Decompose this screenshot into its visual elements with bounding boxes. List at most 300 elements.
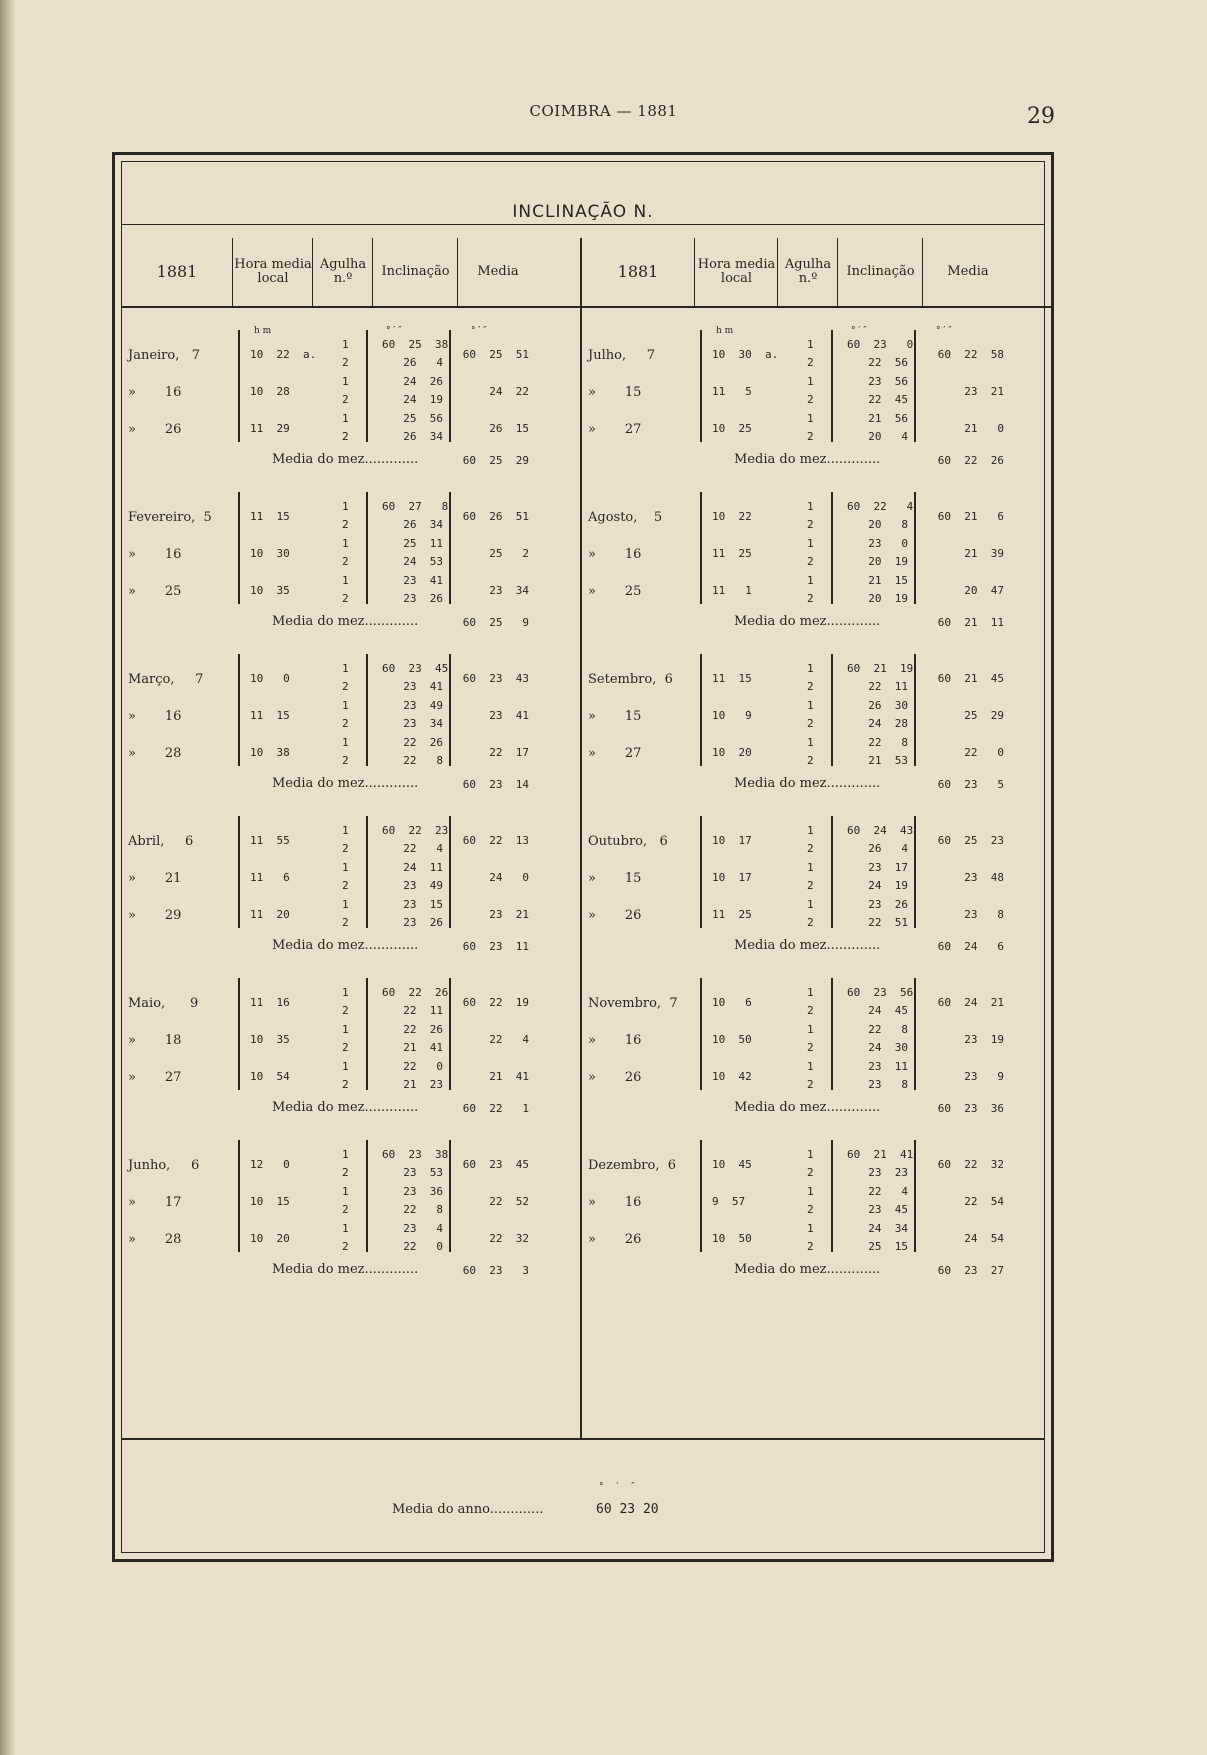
observation-mean: 60 22 58 [937, 348, 1004, 361]
column-header-mean: Media [457, 238, 538, 306]
observation-date: » 29 [128, 908, 182, 923]
rule-bar [366, 1140, 368, 1252]
inclination-needle-1: 24 11 [403, 861, 443, 874]
needle-number: 1 [342, 736, 349, 749]
rule-bar [831, 654, 833, 766]
inclination-needle-1: 60 23 56 [847, 986, 914, 999]
monthly-mean-label: Media do mez............. [272, 776, 419, 791]
needle-number: 2 [807, 555, 814, 568]
table-inner-border [121, 161, 1045, 1553]
needle-number: 2 [342, 680, 349, 693]
column-header-hour: Hora media local [232, 238, 313, 306]
needle-number: 1 [807, 574, 814, 587]
inclination-needle-1: 60 24 43 [847, 824, 914, 837]
monthly-mean-label: Media do mez............. [272, 1100, 419, 1115]
local-hour: 11 6 [250, 871, 290, 884]
observation-mean: 22 32 [489, 1232, 529, 1245]
monthly-mean-value: 60 22 26 [937, 454, 1004, 467]
running-head: COIMBRA — 1881 [529, 102, 678, 120]
inclination-needle-2: 22 11 [868, 680, 908, 693]
local-hour: 11 55 [250, 834, 290, 847]
observation-mean: 23 8 [964, 908, 1004, 921]
inclination-needle-1: 23 41 [403, 574, 443, 587]
local-hour: 10 30 a. [712, 348, 779, 361]
rule-bar [449, 816, 451, 928]
inclination-needle-2: 22 4 [403, 842, 443, 855]
column-header-inclination: Inclinação [837, 238, 923, 306]
monthly-mean-label: Media do mez............. [734, 1100, 881, 1115]
needle-number: 2 [807, 518, 814, 531]
needle-number: 2 [342, 1078, 349, 1091]
inclination-needle-1: 60 21 19 [847, 662, 914, 675]
inclination-needle-2: 23 49 [403, 879, 443, 892]
needle-number: 2 [342, 754, 349, 767]
observation-mean: 60 23 43 [462, 672, 529, 685]
needle-number: 1 [807, 986, 814, 999]
needle-number: 1 [342, 1222, 349, 1235]
rule-bar [700, 978, 702, 1090]
needle-number: 2 [342, 1041, 349, 1054]
inclination-needle-2: 26 34 [403, 518, 443, 531]
monthly-mean-label: Media do mez............. [272, 614, 419, 629]
needle-number: 1 [342, 699, 349, 712]
inclination-needle-1: 24 26 [403, 375, 443, 388]
needle-number: 2 [807, 1166, 814, 1179]
monthly-mean-value: 60 25 29 [462, 454, 529, 467]
monthly-mean-label: Media do mez............. [734, 452, 881, 467]
rule-bar [238, 492, 240, 604]
observation-mean: 21 39 [964, 547, 1004, 560]
observation-date: » 27 [128, 1070, 182, 1085]
needle-number: 2 [807, 1078, 814, 1091]
observation-mean: 24 0 [489, 871, 529, 884]
needle-number: 1 [342, 1148, 349, 1161]
observation-date: Março, 7 [128, 672, 204, 687]
needle-number: 1 [807, 338, 814, 351]
local-hour: 10 35 [250, 584, 290, 597]
rule-bar [914, 978, 916, 1090]
month-block [122, 978, 537, 1148]
rule-bar [914, 492, 916, 604]
needle-number: 2 [342, 1203, 349, 1216]
inclination-needle-2: 24 19 [403, 393, 443, 406]
inclination-needle-2: 24 45 [868, 1004, 908, 1017]
month-block [122, 492, 537, 662]
column-header-inclination: Inclinação [372, 238, 458, 306]
needle-number: 1 [342, 537, 349, 550]
monthly-mean-value: 60 23 11 [462, 940, 529, 953]
rule-bar [831, 816, 833, 928]
observation-date: Outubro, 6 [588, 834, 668, 849]
observation-date: Fevereiro, 5 [128, 510, 212, 525]
rule-bar [700, 492, 702, 604]
observation-mean: 22 17 [489, 746, 529, 759]
annual-mean-value: 60 23 20 [596, 1502, 659, 1517]
rule-bar [366, 330, 368, 442]
needle-number: 2 [807, 430, 814, 443]
needle-number: 1 [342, 662, 349, 675]
needle-number: 1 [807, 1023, 814, 1036]
local-hour: 11 1 [712, 584, 752, 597]
rule-bar [700, 816, 702, 928]
monthly-mean-value: 60 23 36 [937, 1102, 1004, 1115]
needle-number: 2 [342, 842, 349, 855]
observation-date: » 25 [588, 584, 642, 599]
needle-number: 1 [342, 1023, 349, 1036]
inclination-needle-2: 22 51 [868, 916, 908, 929]
local-hour: 10 25 [712, 422, 752, 435]
needle-number: 2 [807, 842, 814, 855]
observation-mean: 60 24 21 [937, 996, 1004, 1009]
observation-date: » 17 [128, 1195, 182, 1210]
rule-bar [238, 1140, 240, 1252]
monthly-mean-label: Media do mez............. [734, 938, 881, 953]
inclination-needle-1: 21 56 [868, 412, 908, 425]
inclination-needle-2: 20 19 [868, 555, 908, 568]
local-hour: 10 6 [712, 996, 752, 1009]
monthly-mean-label: Media do mez............. [272, 452, 419, 467]
rule-bar [366, 492, 368, 604]
inclination-needle-1: 23 0 [868, 537, 908, 550]
inclination-needle-2: 21 53 [868, 754, 908, 767]
rule-bar [449, 330, 451, 442]
header-rule [582, 306, 1054, 308]
rule-bar [914, 330, 916, 442]
column-header-needle: Agulha n.º [312, 238, 373, 306]
needle-number: 1 [807, 500, 814, 513]
local-hour: 10 0 [250, 672, 290, 685]
inclination-needle-2: 26 4 [868, 842, 908, 855]
inclination-needle-1: 60 23 45 [382, 662, 449, 675]
month-block [122, 654, 537, 824]
inclination-needle-1: 25 11 [403, 537, 443, 550]
inclination-needle-2: 23 53 [403, 1166, 443, 1179]
inclination-needle-1: 60 22 26 [382, 986, 449, 999]
rule-bar [238, 816, 240, 928]
observation-mean: 25 29 [964, 709, 1004, 722]
needle-number: 2 [342, 916, 349, 929]
local-hour: 10 50 [712, 1033, 752, 1046]
month-block [582, 330, 1012, 500]
inclination-needle-2: 22 8 [403, 1203, 443, 1216]
observation-date: » 27 [588, 422, 642, 437]
observation-mean: 22 0 [964, 746, 1004, 759]
inclination-needle-2: 26 4 [403, 356, 443, 369]
monthly-mean-label: Media do mez............. [272, 938, 419, 953]
monthly-mean-value: 60 25 9 [462, 616, 529, 629]
observation-date: » 28 [128, 746, 182, 761]
observation-date: » 21 [128, 871, 182, 886]
rule-bar [366, 978, 368, 1090]
local-hour: 11 20 [250, 908, 290, 921]
month-block [582, 1140, 1012, 1310]
inclination-needle-2: 20 4 [868, 430, 908, 443]
rule-bar [449, 978, 451, 1090]
units-inclination: ° ′ ″ [386, 326, 402, 336]
rule-bar [449, 1140, 451, 1252]
observation-date: » 15 [588, 871, 642, 886]
local-hour: 10 50 [712, 1232, 752, 1245]
column-header-year: 1881 [156, 262, 198, 281]
inclination-needle-1: 21 15 [868, 574, 908, 587]
observation-date: » 27 [588, 746, 642, 761]
monthly-mean-value: 60 23 3 [462, 1264, 529, 1277]
observation-mean: 22 4 [489, 1033, 529, 1046]
units-mean: ° ′ ″ [936, 326, 952, 336]
needle-number: 1 [807, 1222, 814, 1235]
inclination-needle-2: 23 26 [403, 916, 443, 929]
needle-number: 2 [342, 1240, 349, 1253]
needle-number: 2 [807, 916, 814, 929]
inclination-needle-2: 23 26 [403, 592, 443, 605]
needle-number: 2 [807, 879, 814, 892]
needle-number: 2 [807, 1004, 814, 1017]
inclination-needle-1: 22 0 [403, 1060, 443, 1073]
inclination-table [112, 152, 1054, 1562]
needle-number: 2 [807, 1240, 814, 1253]
column-header-needle: Agulha n.º [777, 238, 838, 306]
needle-number: 2 [807, 754, 814, 767]
inclination-needle-2: 24 28 [868, 717, 908, 730]
observation-mean: 24 54 [964, 1232, 1004, 1245]
inclination-needle-1: 60 21 41 [847, 1148, 914, 1161]
needle-number: 1 [342, 986, 349, 999]
monthly-mean-label: Media do mez............. [734, 776, 881, 791]
rule-bar [914, 816, 916, 928]
local-hour: 10 42 [712, 1070, 752, 1083]
observation-mean: 23 19 [964, 1033, 1004, 1046]
observation-date: Dezembro, 6 [588, 1158, 677, 1173]
observation-date: » 16 [128, 385, 182, 400]
rule-bar [700, 654, 702, 766]
inclination-needle-2: 20 8 [868, 518, 908, 531]
inclination-needle-1: 60 27 8 [382, 500, 449, 513]
inclination-needle-2: 23 45 [868, 1203, 908, 1216]
inclination-needle-2: 21 23 [403, 1078, 443, 1091]
observation-mean: 60 21 6 [937, 510, 1004, 523]
rule-bar [914, 654, 916, 766]
observation-date: » 16 [128, 709, 182, 724]
inclination-needle-1: 23 26 [868, 898, 908, 911]
units-hour: h m [716, 326, 734, 336]
inclination-needle-1: 23 49 [403, 699, 443, 712]
local-hour: 10 35 [250, 1033, 290, 1046]
observation-mean: 60 25 51 [462, 348, 529, 361]
rule-bar [449, 492, 451, 604]
local-hour: 10 17 [712, 871, 752, 884]
rule-bar [831, 1140, 833, 1252]
monthly-mean-label: Media do mez............. [734, 614, 881, 629]
observation-date: » 28 [128, 1232, 182, 1247]
needle-number: 2 [342, 717, 349, 730]
local-hour: 11 16 [250, 996, 290, 1009]
needle-number: 2 [342, 1166, 349, 1179]
inclination-needle-2: 24 30 [868, 1041, 908, 1054]
needle-number: 2 [807, 356, 814, 369]
inclination-needle-2: 22 56 [868, 356, 908, 369]
inclination-needle-2: 22 45 [868, 393, 908, 406]
observation-date: » 16 [588, 1195, 642, 1210]
inclination-needle-1: 22 26 [403, 1023, 443, 1036]
inclination-needle-2: 24 19 [868, 879, 908, 892]
needle-number: 1 [342, 500, 349, 513]
needle-number: 1 [342, 412, 349, 425]
needle-number: 2 [342, 555, 349, 568]
inclination-needle-1: 22 8 [868, 736, 908, 749]
observation-date: » 15 [588, 385, 642, 400]
month-block [582, 978, 1012, 1148]
inclination-needle-1: 23 4 [403, 1222, 443, 1235]
local-hour: 10 9 [712, 709, 752, 722]
inclination-needle-2: 25 15 [868, 1240, 908, 1253]
monthly-mean-label: Media do mez............. [734, 1262, 881, 1277]
monthly-mean-value: 60 23 5 [937, 778, 1004, 791]
inclination-needle-2: 22 11 [403, 1004, 443, 1017]
observation-date: » 26 [588, 908, 642, 923]
observation-mean: 60 26 51 [462, 510, 529, 523]
inclination-needle-2: 23 23 [868, 1166, 908, 1179]
column-header-mean: Media [922, 238, 1013, 306]
inclination-needle-2: 22 8 [403, 754, 443, 767]
observation-mean: 23 21 [964, 385, 1004, 398]
annual-units: ° ′ ″ [599, 1482, 635, 1492]
needle-number: 1 [807, 824, 814, 837]
needle-number: 2 [807, 717, 814, 730]
rule-bar [238, 978, 240, 1090]
inclination-needle-2: 26 34 [403, 430, 443, 443]
units-hour: h m [254, 326, 272, 336]
needle-number: 2 [807, 592, 814, 605]
local-hour: 11 15 [712, 672, 752, 685]
inclination-needle-1: 23 17 [868, 861, 908, 874]
observation-mean: 23 34 [489, 584, 529, 597]
local-hour: 10 17 [712, 834, 752, 847]
annual-rule [122, 1438, 1044, 1440]
observation-date: » 16 [128, 547, 182, 562]
rule-bar [831, 330, 833, 442]
observation-mean: 23 41 [489, 709, 529, 722]
month-block [122, 816, 537, 986]
inclination-needle-1: 23 15 [403, 898, 443, 911]
rule-bar [700, 1140, 702, 1252]
local-hour: 10 22 a. [250, 348, 317, 361]
local-hour: 10 22 [712, 510, 752, 523]
observation-mean: 60 22 32 [937, 1158, 1004, 1171]
observation-mean: 20 47 [964, 584, 1004, 597]
local-hour: 12 0 [250, 1158, 290, 1171]
observation-date: » 16 [588, 1033, 642, 1048]
local-hour: 10 30 [250, 547, 290, 560]
needle-number: 2 [342, 518, 349, 531]
local-hour: 10 15 [250, 1195, 290, 1208]
local-hour: 10 38 [250, 746, 290, 759]
needle-number: 1 [807, 1060, 814, 1073]
column-header-year: 1881 [617, 262, 659, 281]
observation-date: » 18 [128, 1033, 182, 1048]
needle-number: 1 [807, 537, 814, 550]
inclination-needle-1: 22 4 [868, 1185, 908, 1198]
local-hour: 10 20 [250, 1232, 290, 1245]
observation-date: Setembro, 6 [588, 672, 673, 687]
rule-bar [238, 330, 240, 442]
month-block [582, 492, 1012, 662]
month-block [582, 816, 1012, 986]
needle-number: 2 [342, 356, 349, 369]
rule-bar [366, 816, 368, 928]
local-hour: 9 57 [712, 1195, 746, 1208]
local-hour: 11 5 [712, 385, 752, 398]
needle-number: 1 [807, 412, 814, 425]
column-header-hour: Hora media local [694, 238, 778, 306]
local-hour: 11 25 [712, 908, 752, 921]
monthly-mean-label: Media do mez............. [272, 1262, 419, 1277]
month-block [582, 654, 1012, 824]
observation-mean: 21 0 [964, 422, 1004, 435]
observation-date: Agosto, 5 [588, 510, 663, 525]
needle-number: 2 [807, 680, 814, 693]
inclination-needle-1: 60 23 0 [847, 338, 914, 351]
needle-number: 2 [342, 430, 349, 443]
monthly-mean-value: 60 24 6 [937, 940, 1004, 953]
inclination-needle-2: 21 41 [403, 1041, 443, 1054]
observation-mean: 23 9 [964, 1070, 1004, 1083]
observation-mean: 60 22 19 [462, 996, 529, 1009]
page-number: 29 [1027, 104, 1055, 129]
month-block [122, 330, 537, 500]
inclination-needle-1: 22 8 [868, 1023, 908, 1036]
observation-mean: 60 25 23 [937, 834, 1004, 847]
needle-number: 2 [807, 393, 814, 406]
needle-number: 1 [807, 861, 814, 874]
inclination-needle-1: 22 26 [403, 736, 443, 749]
needle-number: 1 [807, 1185, 814, 1198]
needle-number: 2 [807, 1203, 814, 1216]
observation-mean: 60 22 13 [462, 834, 529, 847]
observation-date: » 25 [128, 584, 182, 599]
needle-number: 1 [342, 1185, 349, 1198]
observation-date: » 26 [588, 1070, 642, 1085]
local-hour: 11 15 [250, 709, 290, 722]
month-block [122, 1140, 537, 1310]
needle-number: 1 [807, 1148, 814, 1161]
local-hour: 11 25 [712, 547, 752, 560]
needle-number: 2 [807, 1041, 814, 1054]
local-hour: 10 54 [250, 1070, 290, 1083]
local-hour: 11 29 [250, 422, 290, 435]
rule-bar [238, 654, 240, 766]
page-edge [0, 0, 16, 1755]
inclination-needle-1: 23 36 [403, 1185, 443, 1198]
needle-number: 1 [807, 898, 814, 911]
inclination-needle-1: 23 56 [868, 375, 908, 388]
local-hour: 10 28 [250, 385, 290, 398]
observation-date: Julho, 7 [588, 348, 656, 363]
units-inclination: ° ′ ″ [851, 326, 867, 336]
observation-mean: 22 52 [489, 1195, 529, 1208]
monthly-mean-value: 60 21 11 [937, 616, 1004, 629]
inclination-needle-2: 20 19 [868, 592, 908, 605]
rule-bar [449, 654, 451, 766]
needle-number: 1 [342, 824, 349, 837]
rule-bar [366, 654, 368, 766]
observation-date: » 16 [588, 547, 642, 562]
inclination-needle-1: 26 30 [868, 699, 908, 712]
needle-number: 2 [342, 393, 349, 406]
inclination-needle-2: 23 34 [403, 717, 443, 730]
table-title: INCLINAÇÃO N. [512, 202, 654, 222]
observation-mean: 21 41 [489, 1070, 529, 1083]
needle-number: 1 [807, 375, 814, 388]
